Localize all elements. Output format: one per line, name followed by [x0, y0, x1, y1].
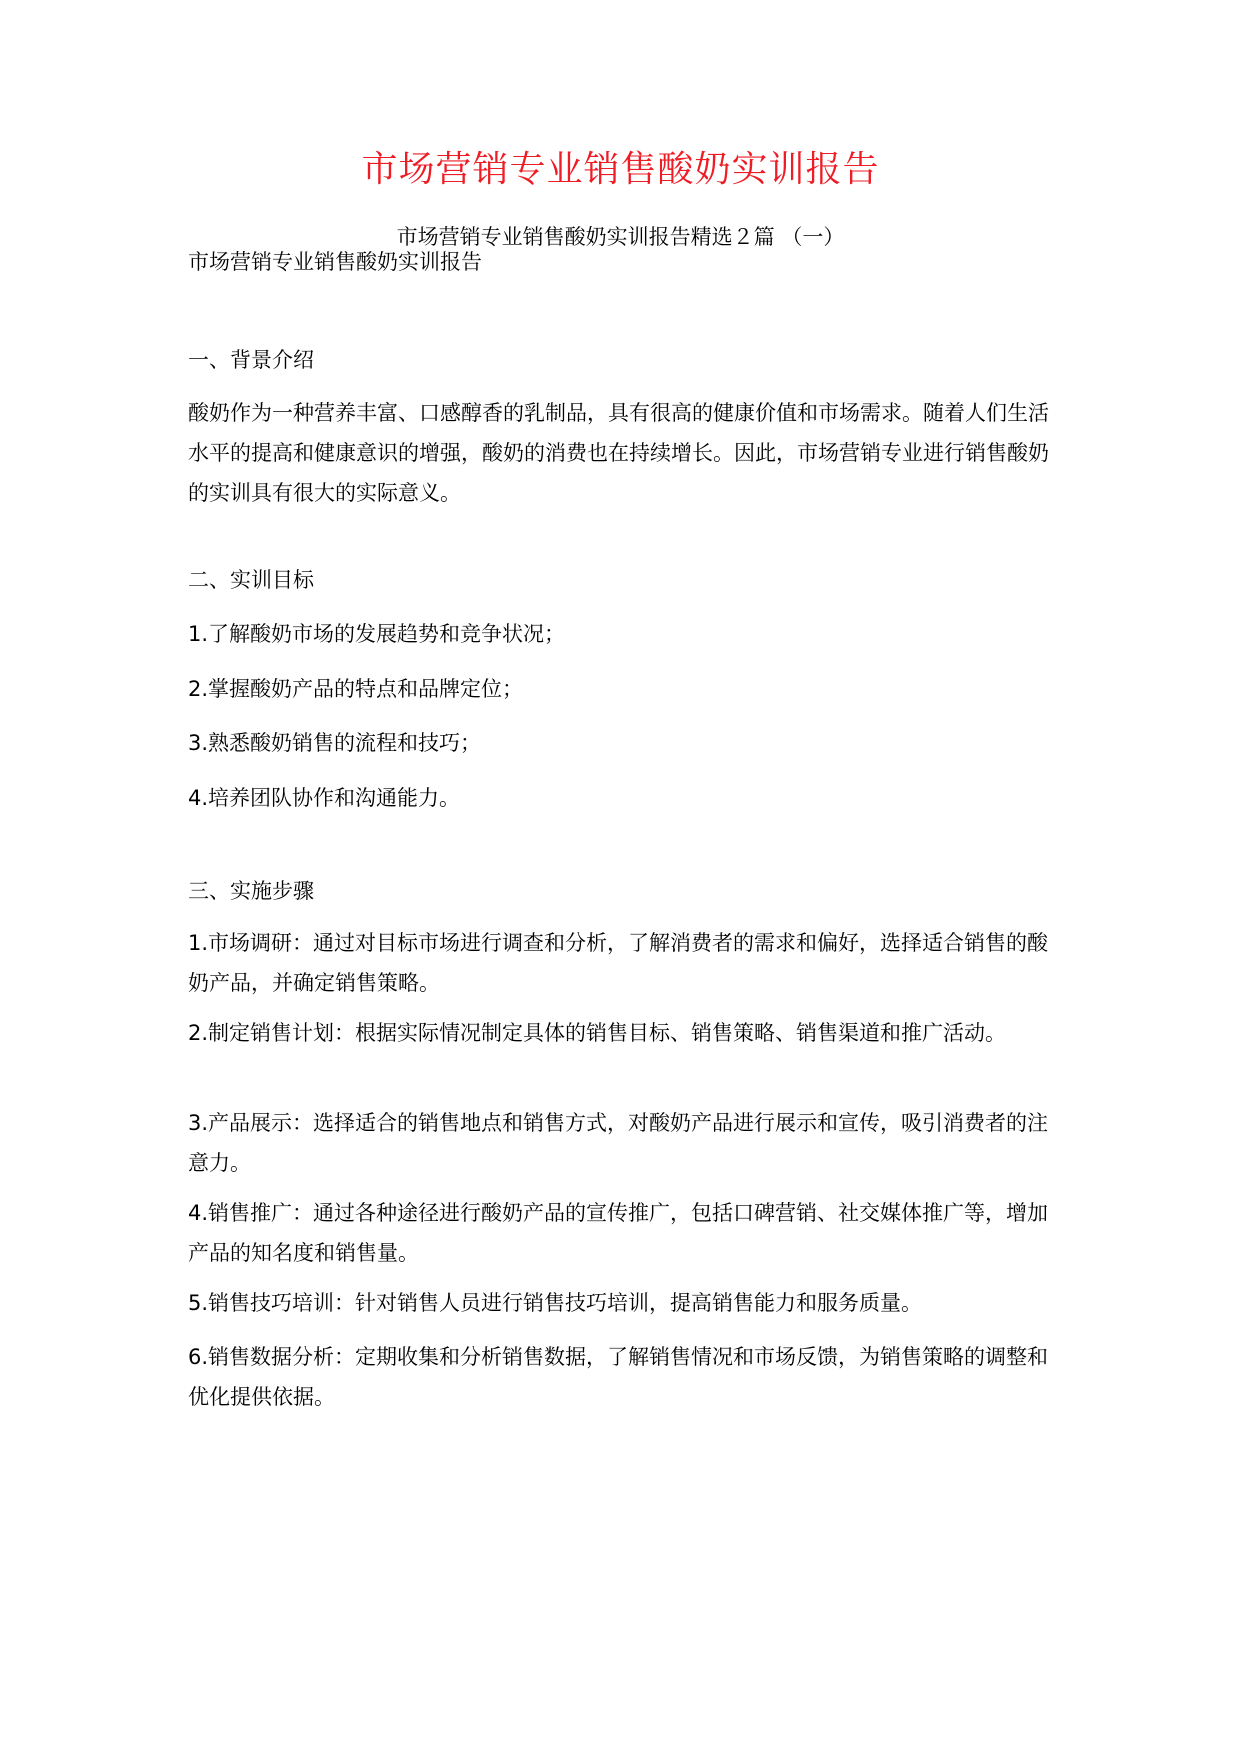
step-item: 3.产品展示：选择适合的销售地点和销售方式，对酸奶产品进行展示和宣传，吸引消费者的注意力。 — [188, 1111, 1049, 1175]
document-subtitle: 市场营销专业销售酸奶实训报告精选２篇 （一） — [396, 225, 845, 249]
document-heading: 市场营销专业销售酸奶实训报告 — [188, 250, 482, 274]
step-item: 6.销售数据分析：定期收集和分析销售数据，了解销售情况和市场反馈，为销售策略的调整和优化提供依据。 — [188, 1345, 1049, 1409]
background-paragraph: 酸奶作为一种营养丰富、口感醇香的乳制品，具有很高的健康价值和市场需求。随着人们生活水平的提高和健康意识的增强，酸奶的消费也在持续增长。因此，市场营销专业进行销售酸奶的实训具有很大的实际意义。 — [188, 401, 1049, 505]
section-heading-goals: 二、实训目标 — [188, 568, 314, 592]
goal-item: 2.掌握酸奶产品的特点和品牌定位； — [188, 677, 524, 701]
section-heading-background: 一、背景介绍 — [188, 348, 314, 372]
step-item: 1.市场调研：通过对目标市场进行调查和分析，了解消费者的需求和偏好，选择适合销售的酸奶产品，并确定销售策略。 — [188, 931, 1049, 995]
goal-item: 3.熟悉酸奶销售的流程和技巧； — [188, 731, 482, 755]
step-item: 4.销售推广：通过各种途径进行酸奶产品的宣传推广，包括口碑营销、社交媒体推广等，增加产品的知名度和销售量。 — [188, 1201, 1049, 1265]
document-title: 市场营销专业销售酸奶实训报告 — [361, 149, 880, 190]
goal-item: 4.培养团队协作和沟通能力。 — [188, 786, 461, 810]
section-heading-steps: 三、实施步骤 — [188, 879, 314, 903]
goal-item: 1.了解酸奶市场的发展趋势和竞争状况； — [188, 622, 566, 646]
step-item: 2.制定销售计划：根据实际情况制定具体的销售目标、销售策略、销售渠道和推广活动。 — [188, 1021, 1007, 1045]
step-item: 5.销售技巧培训：针对销售人员进行销售技巧培训，提高销售能力和服务质量。 — [188, 1291, 923, 1315]
